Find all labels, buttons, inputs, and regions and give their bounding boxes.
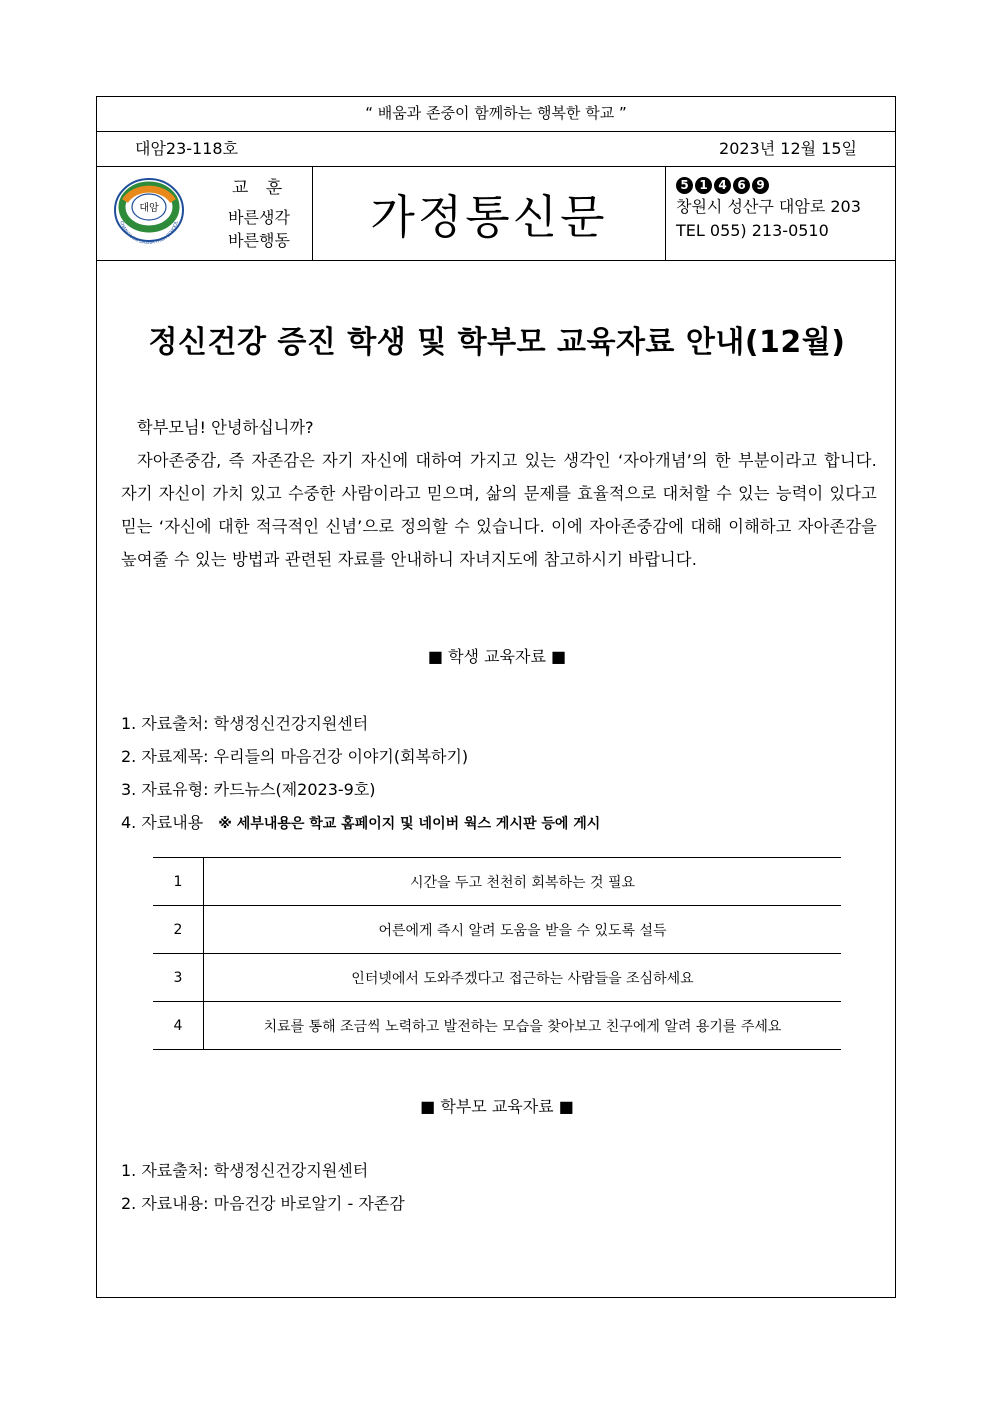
postal-digit: 5 [676, 177, 693, 194]
greeting: 학부모님! 안녕하십니까? [137, 418, 314, 437]
table-row [153, 858, 841, 906]
logo-ring-text: CHANGWON DAEAM HIGH SCHOOL [118, 220, 180, 247]
table-row [153, 906, 841, 954]
table-cell-number: 3 [153, 954, 204, 1002]
postal-digit: 9 [752, 177, 769, 194]
table-cell-text: 시간을 두고 천천히 회복하는 것 필요 [204, 858, 842, 906]
list-item-label: 4. 자료내용 [121, 813, 204, 832]
school-motto-line2: 바른행동 [228, 231, 290, 250]
school-address: 창원시 성산구 대암로 203 [676, 197, 861, 216]
document-number: 대암23-118호 [135, 139, 239, 158]
student-item-list [121, 707, 600, 839]
document-date: 2023년 12월 15일 [719, 139, 857, 158]
list-item: 3. 자료유형: 카드뉴스(제2023-9호) [121, 780, 376, 799]
page-title: 정신건강 증진 학생 및 학부모 교육자료 안내(12월) [148, 325, 846, 360]
school-logo-icon [111, 177, 187, 247]
postal-digit: 4 [714, 177, 731, 194]
student-content-table [153, 857, 841, 1050]
intro-paragraph: 자아존중감, 즉 자존감은 자기 자신에 대하여 가지고 있는 생각인 ‘자아개념’의 한 부분이라고 합니다. 자기 자신이 가치 있고 수중한 사람이라고 믿으며, 삶의 문제를 효율적으로 대처할 수 있는 능력이 있다고 믿는 ‘자신에 대한 적극적인 신념’으로 정의할 수 있습니다. 이에 자아존중감에 대해 이해하고 자아존감을 높여줄 수 있는 방법과 관련된 자료를 안내하니 자녀지도에 참고하시기 바랍니다. [121, 451, 877, 569]
logo-text: 대암 [139, 203, 159, 214]
table-row [153, 954, 841, 1002]
school-motto-line1: 바른생각 [228, 208, 290, 227]
list-item: 1. 자료출처: 학생정신건강지원센터 [121, 1161, 369, 1180]
postal-digit: 6 [733, 177, 750, 194]
newsletter-page [96, 96, 896, 1298]
content-note: ※ 세부내용은 학교 홈페이지 및 네이버 웍스 게시판 등에 게시 [218, 816, 601, 832]
intro-text [121, 411, 877, 576]
table-cell-number: 4 [153, 1002, 204, 1050]
masthead [97, 167, 895, 261]
newsletter-title: 가정통신문 [313, 167, 666, 260]
parent-section-heading: ■ 학부모 교육자료 ■ [420, 1097, 574, 1116]
school-motto-title: 교 훈 [231, 178, 289, 198]
table-cell-text: 인터넷에서 도와주겠다고 접근하는 사람들을 조심하세요 [204, 954, 842, 1002]
school-contact [666, 167, 895, 260]
list-item: 1. 자료출처: 학생정신건강지원센터 [121, 714, 369, 733]
school-phone: TEL 055) 213-0510 [676, 221, 829, 240]
postal-code [676, 177, 895, 194]
list-item [121, 806, 600, 839]
parent-item-list [121, 1154, 405, 1220]
student-section-heading: ■ 학생 교육자료 ■ [427, 647, 567, 666]
table-cell-text: 치료를 통해 조금씩 노력하고 발전하는 모습을 찾아보고 친구에게 알려 용기를 주세요 [204, 1002, 842, 1050]
postal-digit: 1 [695, 177, 712, 194]
school-motto-box [97, 167, 313, 260]
table-cell-text: 어른에게 즉시 알려 도움을 받을 수 있도록 설득 [204, 906, 842, 954]
school-motto-banner: “ 배움과 존중이 함께하는 행복한 학교 ” [97, 97, 895, 132]
table-cell-number: 1 [153, 858, 204, 906]
table-row [153, 1002, 841, 1050]
list-item: 2. 자료제목: 우리들의 마음건강 이야기(회복하기) [121, 747, 469, 766]
table-cell-number: 2 [153, 906, 204, 954]
list-item: 2. 자료내용: 마음건강 바로알기 - 자존감 [121, 1194, 405, 1213]
document-info-row [97, 132, 895, 167]
